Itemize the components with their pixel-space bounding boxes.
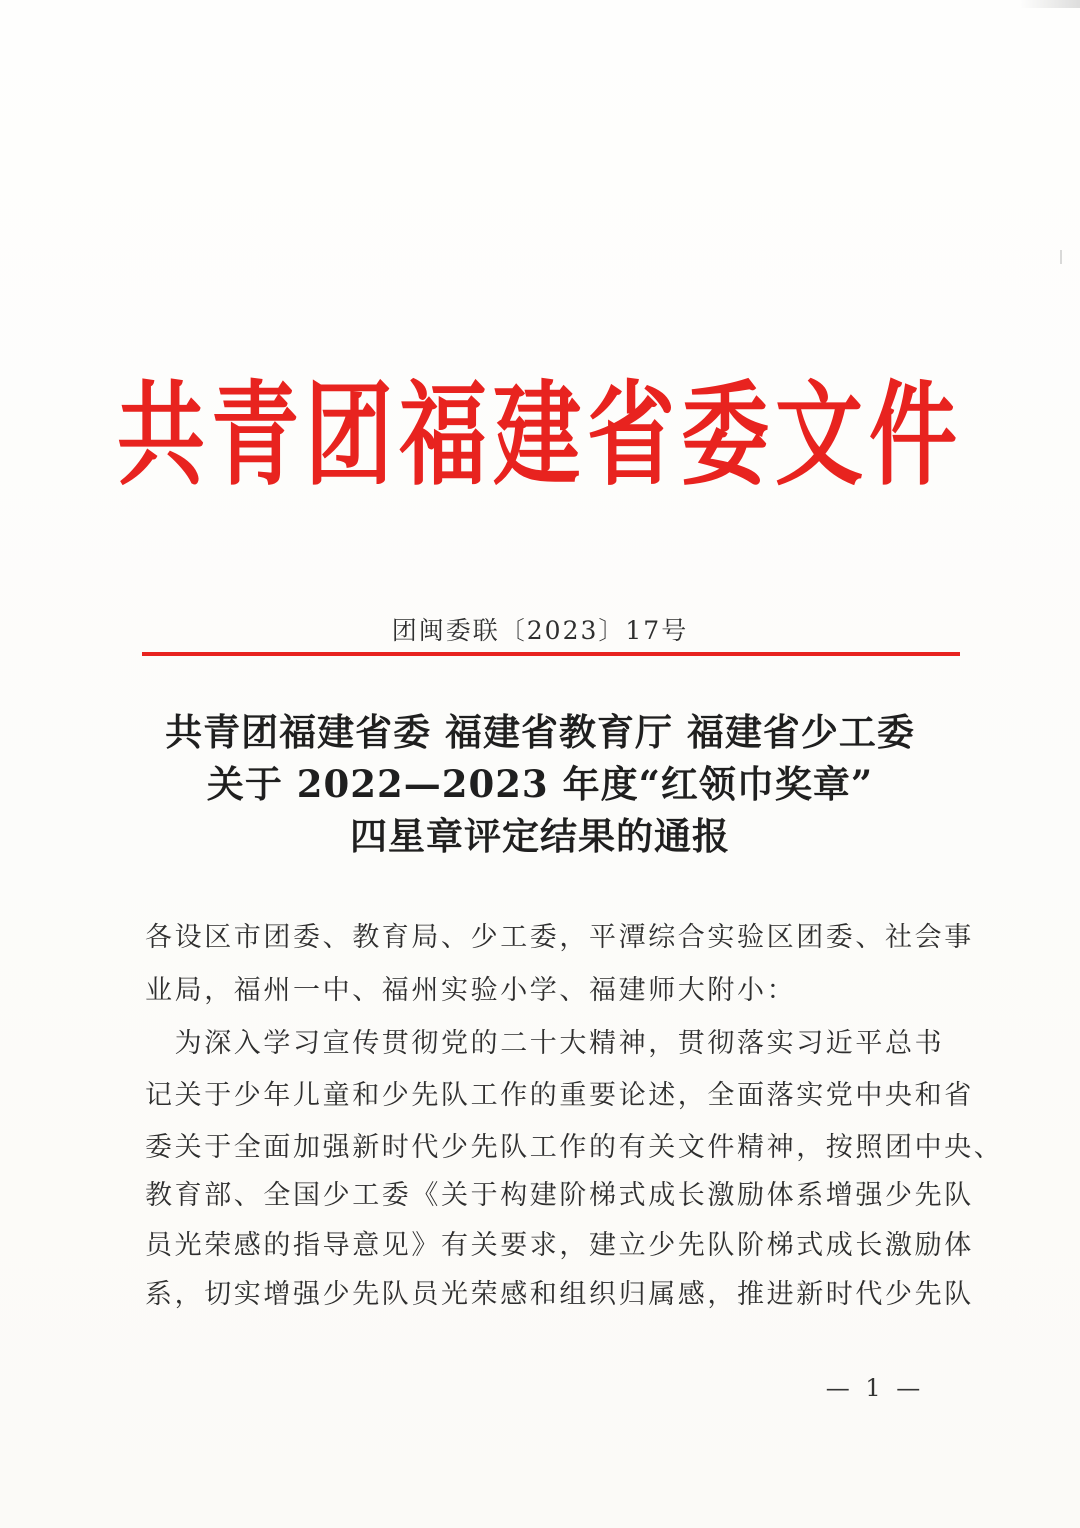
- body-line: 员光荣感的指导意见》有关要求，建立少先队阶梯式成长激励体: [145, 1230, 974, 1261]
- body-line: 为深入学习宣传贯彻党的二十大精神，贯彻落实习近平总书: [145, 1028, 945, 1059]
- title-line-1: 共青团福建省委 福建省教育厅 福建省少工委: [165, 710, 915, 754]
- red-masthead: 共青团福建省委文件: [116, 367, 963, 501]
- body-line: 各设区市团委、教育局、少工委，平潭综合实验区团委、社会事: [145, 922, 974, 953]
- body-line: 教育部、全国少工委《关于构建阶梯式成长激励体系增强少先队: [145, 1180, 974, 1211]
- page-number: — 1 —: [825, 1374, 925, 1402]
- scan-speck: [1060, 250, 1062, 264]
- document-number: 团闽委联〔2023〕17号: [391, 616, 689, 645]
- body-line: 系，切实增强少先队员光荣感和组织归属感，推进新时代少先队: [145, 1279, 974, 1310]
- body-line: 委关于全面加强新时代少先队工作的有关文件精神，按照团中央、: [145, 1132, 1004, 1163]
- body-line: 业局，福州一中、福州实验小学、福建师大附小：: [145, 975, 797, 1006]
- red-divider-line: [142, 652, 960, 656]
- scan-edge-mark: [1020, 0, 1080, 8]
- title-line-2: 关于 2022—2023 年度“红领巾奖章”: [206, 762, 874, 806]
- title-line-3: 四星章评定结果的通报: [350, 814, 730, 858]
- body-line: 记关于少年儿童和少先队工作的重要论述，全面落实党中央和省: [145, 1080, 974, 1111]
